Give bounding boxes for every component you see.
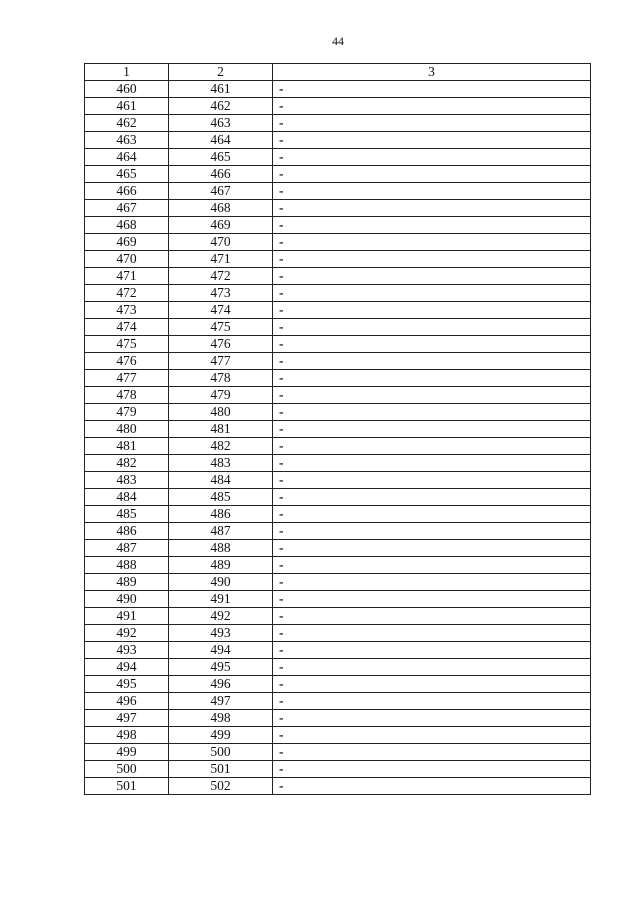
table-row [85,625,591,642]
table-cell-col-2: 461 [169,81,273,98]
table-cell-col-2: 467 [169,183,273,200]
table-cell-col-2: 468 [169,200,273,217]
table-cell-col-2: 466 [169,166,273,183]
table-cell-col-3: - [273,744,591,761]
table-cell-col-1: 471 [85,268,169,285]
table-row [85,421,591,438]
table-cell-col-3: - [273,591,591,608]
table-cell-col-1: 475 [85,336,169,353]
table-cell-col-2: 499 [169,727,273,744]
table-cell-col-3: - [273,693,591,710]
table-cell-col-3: - [273,387,591,404]
table-cell-col-2: 475 [169,319,273,336]
table-row [85,387,591,404]
table-cell-col-2: 495 [169,659,273,676]
table-row [85,455,591,472]
table-cell-col-2: 480 [169,404,273,421]
table-cell-col-2: 465 [169,149,273,166]
table-cell-col-3: - [273,217,591,234]
table-cell-col-2: 471 [169,251,273,268]
table-cell-col-2: 485 [169,489,273,506]
table-cell-col-1: 498 [85,727,169,744]
table-row [85,370,591,387]
table-cell-col-1: 489 [85,574,169,591]
table-row [85,149,591,166]
table-cell-col-3: - [273,149,591,166]
table-cell-col-1: 476 [85,353,169,370]
table-cell-col-1: 478 [85,387,169,404]
table-cell-col-2: 486 [169,506,273,523]
table-cell-col-2: 463 [169,115,273,132]
table-cell-col-1: 482 [85,455,169,472]
table-row [85,336,591,353]
table-cell-col-1: 470 [85,251,169,268]
table-cell-col-1: 460 [85,81,169,98]
table-cell-col-1: 485 [85,506,169,523]
table-row [85,251,591,268]
table-cell-col-3: - [273,557,591,574]
table-row [85,217,591,234]
table-cell-col-2: 487 [169,523,273,540]
table-cell-col-3: - [273,523,591,540]
table-cell-col-2: 496 [169,676,273,693]
table-cell-col-1: 500 [85,761,169,778]
table-row [85,659,591,676]
table-cell-col-2: 484 [169,472,273,489]
table-cell-col-1: 474 [85,319,169,336]
table-cell-col-3: - [273,642,591,659]
table-cell-col-3: - [273,166,591,183]
table-cell-col-2: 464 [169,132,273,149]
table-cell-col-1: 491 [85,608,169,625]
table-cell-col-1: 501 [85,778,169,795]
table-row [85,693,591,710]
table-cell-col-1: 496 [85,693,169,710]
table-cell-col-1: 497 [85,710,169,727]
table-cell-col-1: 484 [85,489,169,506]
column-header-3: 3 [273,64,591,81]
table-row [85,523,591,540]
table-row [85,642,591,659]
table-cell-col-3: - [273,625,591,642]
table-cell-col-3: - [273,608,591,625]
table-cell-col-3: - [273,115,591,132]
table-cell-col-1: 487 [85,540,169,557]
table-cell-col-1: 490 [85,591,169,608]
page-number: 44 [332,34,344,48]
table-cell-col-2: 497 [169,693,273,710]
table-row [85,81,591,98]
table-cell-col-1: 461 [85,98,169,115]
table-row [85,778,591,795]
table-row [85,744,591,761]
table-cell-col-3: - [273,285,591,302]
table-cell-col-2: 501 [169,761,273,778]
table-row [85,285,591,302]
table-row [85,761,591,778]
table-row [85,557,591,574]
table-row [85,302,591,319]
table-row [85,574,591,591]
table-row [85,200,591,217]
table-cell-col-2: 491 [169,591,273,608]
table-cell-col-1: 467 [85,200,169,217]
table-cell-col-3: - [273,302,591,319]
table-row [85,268,591,285]
table-cell-col-2: 483 [169,455,273,472]
table-cell-col-2: 479 [169,387,273,404]
table-cell-col-1: 462 [85,115,169,132]
table-cell-col-1: 466 [85,183,169,200]
table-cell-col-2: 488 [169,540,273,557]
table-cell-col-2: 469 [169,217,273,234]
table-row [85,506,591,523]
table-cell-col-3: - [273,472,591,489]
table-row [85,319,591,336]
table-cell-col-1: 463 [85,132,169,149]
table-cell-col-1: 495 [85,676,169,693]
table-cell-col-2: 481 [169,421,273,438]
table-cell-col-2: 494 [169,642,273,659]
table-cell-col-1: 479 [85,404,169,421]
table-cell-col-3: - [273,319,591,336]
table-row [85,591,591,608]
table-cell-col-3: - [273,234,591,251]
table-cell-col-1: 492 [85,625,169,642]
table-row [85,710,591,727]
table-row [85,608,591,625]
table-cell-col-2: 493 [169,625,273,642]
table-cell-col-1: 469 [85,234,169,251]
table-cell-col-3: - [273,132,591,149]
table-cell-col-2: 502 [169,778,273,795]
table-row [85,540,591,557]
table-cell-col-3: - [273,659,591,676]
table-row [85,353,591,370]
table-cell-col-1: 486 [85,523,169,540]
table-row [85,234,591,251]
table-cell-col-3: - [273,268,591,285]
table-header [85,64,591,81]
table-row [85,166,591,183]
table-row [85,183,591,200]
table-cell-col-1: 481 [85,438,169,455]
table-cell-col-2: 482 [169,438,273,455]
table-cell-col-2: 500 [169,744,273,761]
table-body [85,81,591,795]
table-cell-col-2: 490 [169,574,273,591]
table-cell-col-3: - [273,183,591,200]
table-cell-col-3: - [273,404,591,421]
table-cell-col-3: - [273,506,591,523]
table-cell-col-3: - [273,251,591,268]
column-header-1: 1 [85,64,169,81]
table-cell-col-2: 476 [169,336,273,353]
table-cell-col-1: 477 [85,370,169,387]
table-row [85,115,591,132]
column-header-2: 2 [169,64,273,81]
table-cell-col-2: 498 [169,710,273,727]
table-cell-col-3: - [273,98,591,115]
table-cell-col-3: - [273,710,591,727]
table-row [85,472,591,489]
table-cell-col-1: 464 [85,149,169,166]
table-cell-col-3: - [273,81,591,98]
table-cell-col-1: 493 [85,642,169,659]
table-cell-col-3: - [273,370,591,387]
table-cell-col-1: 473 [85,302,169,319]
table-cell-col-3: - [273,676,591,693]
table-cell-col-1: 480 [85,421,169,438]
table-row [85,98,591,115]
table-row [85,489,591,506]
table-cell-col-3: - [273,540,591,557]
table-cell-col-1: 483 [85,472,169,489]
table-cell-col-2: 472 [169,268,273,285]
table-cell-col-3: - [273,778,591,795]
header-row [85,64,591,81]
table-cell-col-3: - [273,336,591,353]
table-cell-col-3: - [273,727,591,744]
table-cell-col-3: - [273,353,591,370]
table-cell-col-1: 494 [85,659,169,676]
table-cell-col-3: - [273,489,591,506]
table-cell-col-2: 478 [169,370,273,387]
table-row [85,132,591,149]
table-cell-col-2: 492 [169,608,273,625]
table-cell-col-2: 473 [169,285,273,302]
table-row [85,676,591,693]
table-cell-col-2: 474 [169,302,273,319]
table-cell-col-2: 477 [169,353,273,370]
table-cell-col-1: 488 [85,557,169,574]
table-cell-col-1: 465 [85,166,169,183]
table-cell-col-2: 489 [169,557,273,574]
table-cell-col-3: - [273,421,591,438]
table-row [85,404,591,421]
table-cell-col-2: 470 [169,234,273,251]
table-cell-col-3: - [273,200,591,217]
table-cell-col-2: 462 [169,98,273,115]
table-row [85,727,591,744]
table-cell-col-3: - [273,455,591,472]
table-cell-col-1: 472 [85,285,169,302]
table-cell-col-3: - [273,574,591,591]
table-cell-col-3: - [273,438,591,455]
table-cell-col-1: 468 [85,217,169,234]
table-cell-col-1: 499 [85,744,169,761]
data-table [84,63,591,795]
table-cell-col-3: - [273,761,591,778]
table-row [85,438,591,455]
